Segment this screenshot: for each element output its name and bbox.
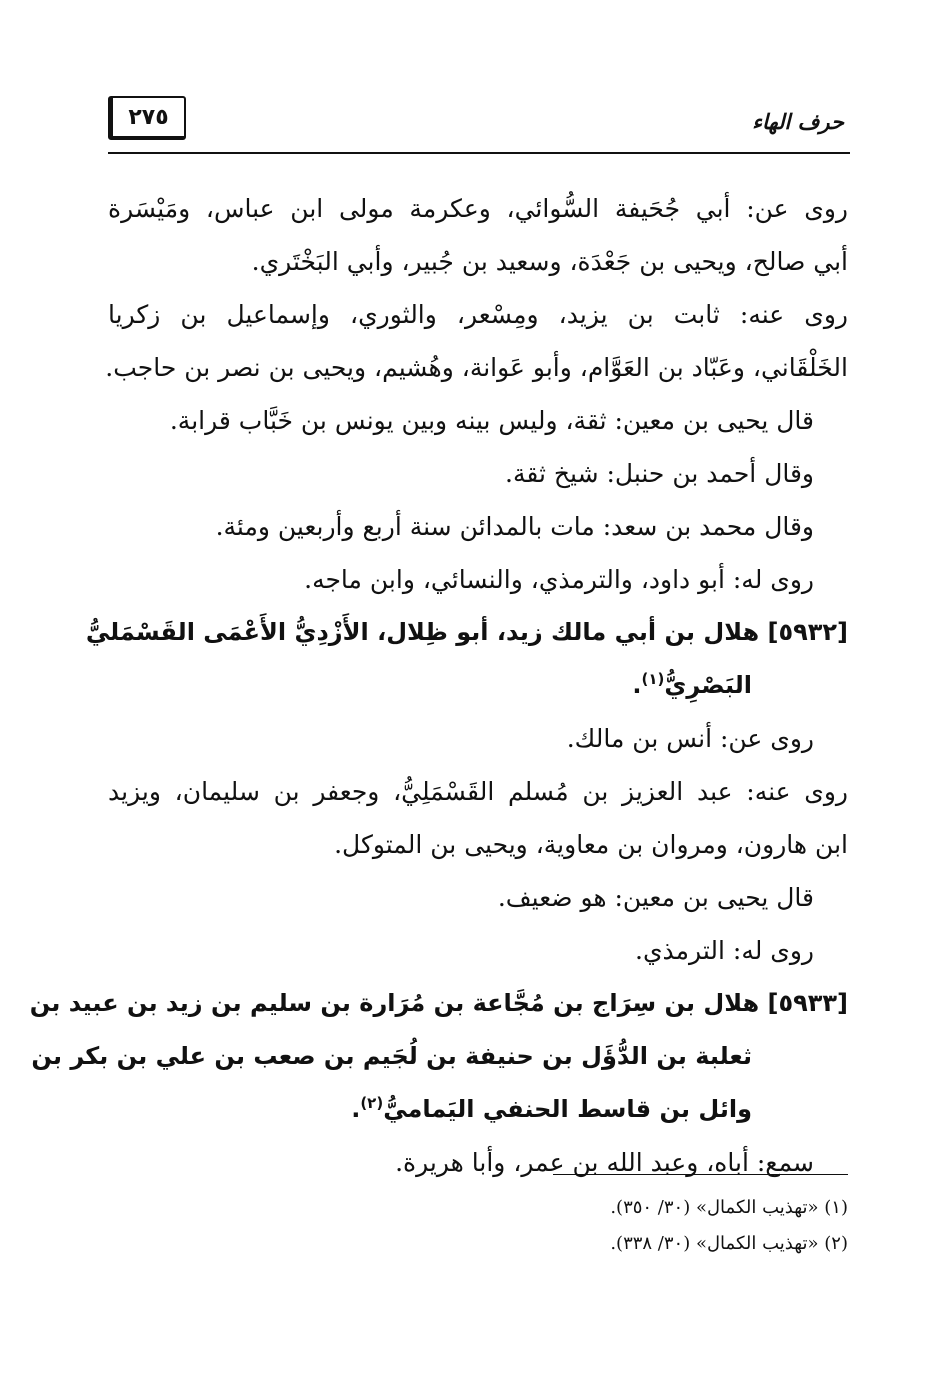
entry-name-tail: البَصْرِيُّ [664, 671, 752, 699]
page-number: ٢٧٥ [108, 96, 186, 140]
text-line: روى عنه: ثابت بن يزيد، ومِسْعر، والثوري، وإسماعيل بن زكريا [108, 300, 848, 329]
entry-heading-5933-end [108, 1083, 848, 1136]
entry-heading-5933-cont: ثعلبة بن الدُّؤَل بن حنيفة بن لُجَيم بن صعب بن علي بن بكر بن [31, 1042, 752, 1070]
page-header [108, 92, 848, 154]
entry-heading-5933: [٥٩٣٣] هلال بن سِرَاج بن مُجَّاعة بن مُرَارة بن سليم بن زيد بن عبيد بن [29, 989, 848, 1017]
entry-name-tail: وائل بن قاسط الحنفي اليَماميُّ [383, 1095, 752, 1123]
footnote: (٢) «تهذيب الكمال» (٣٠/ ٣٣٨). [610, 1233, 848, 1254]
running-title: حرف الهاء [752, 110, 844, 134]
text-line: أبي صالح، ويحيى بن جَعْدَة، وسعيد بن جُبير، وأبي البَخْتَري. [251, 247, 848, 276]
text-line: روى عن: أنس بن مالك. [566, 724, 814, 753]
footnote-ref: (٢) [360, 1094, 384, 1112]
text-line: وقال أحمد بن حنبل: شيخ ثقة. [505, 459, 814, 488]
main-text [29, 182, 848, 1189]
text-line: ابن هارون، ومروان بن معاوية، ويحيى بن المتوكل. [334, 830, 848, 859]
text-line: قال يحيى بن معين: ثقة، وليس بينه وبين يونس بن خَبَّاب قرابة. [169, 406, 814, 435]
footnote-ref: (١) [641, 670, 665, 688]
text-line: روى له: الترمذي. [635, 936, 814, 965]
header-rule [108, 152, 850, 154]
text-line: سمع: أباه، وعبد الله بن عمر، وأبا هريرة. [395, 1148, 814, 1177]
text-line: وقال محمد بن سعد: مات بالمدائن سنة أربع وأربعين ومئة. [215, 512, 814, 541]
entry-end-dot: . [632, 671, 642, 699]
text-line: روى عنه: عبد العزيز بن مُسلم القَسْمَلِيُّ، وجعفر بن سليمان، ويزيد [108, 777, 848, 806]
footnote-rule [553, 1174, 848, 1175]
text-line: روى له: أبو داود، والترمذي، والنسائي، وابن ماجه. [304, 565, 814, 594]
text-line: روى عن: أبي جُحَيفة السُّوائي، وعكرمة مولى ابن عباس، ومَيْسَرة [108, 194, 848, 223]
text-line: الخَلْقَاني، وعَبّاد بن العَوَّام، وأبو عَوانة، وهُشيم، ويحيى بن نصر بن حاجب. [105, 353, 848, 382]
footnote: (١) «تهذيب الكمال» (٣٠/ ٣٥٠). [610, 1197, 848, 1218]
entry-heading-5932: [٥٩٣٢] هلال بن أبي مالك زيد، أبو ظِلال، الأَزْدِيُّ الأَعْمَى القَسْمَليُّ [85, 618, 848, 646]
entry-end-dot: . [351, 1095, 361, 1123]
entry-heading-5932-cont [108, 659, 848, 712]
text-line: قال يحيى بن معين: هو ضعيف. [497, 883, 814, 912]
footnotes [108, 1190, 848, 1262]
